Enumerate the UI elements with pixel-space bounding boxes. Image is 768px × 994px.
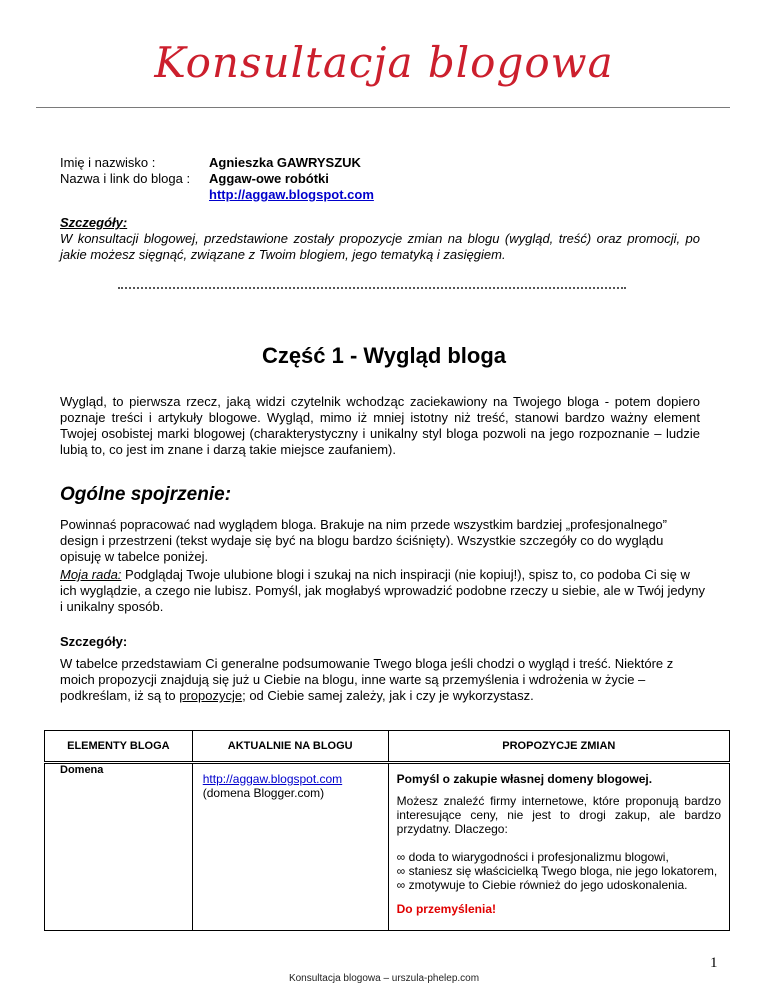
dotted-separator [118, 287, 626, 289]
details-subheading: Szczegóły: [60, 634, 128, 649]
client-info [60, 155, 374, 203]
details-heading: Szczegóły: [60, 215, 128, 230]
advice-text: Podglądaj Twoje ulubione blogi i szukaj na nich inspiracji (nie kopiuj!), spisz to, co podoba Ci się w ich wyglądzie, a czego nie lubisz. Pomyśl, jak mogłabyś wprowadzić podobne rzeczy u siebie, ale w Twój jedyny i unikalny sposób. [60, 567, 706, 614]
proposals-underlined: propozycje [179, 688, 243, 703]
page-number: 1 [710, 955, 718, 971]
current-domain-link[interactable]: http://aggaw.blogspot.com [202, 772, 343, 786]
header-proposals: PROPOZYCJE ZMIAN [388, 731, 729, 763]
table-header-row [45, 731, 730, 763]
header-current: AKTUALNIE NA BLOGU [192, 731, 388, 763]
document-title: Konsultacja blogowa [154, 38, 614, 87]
proposal-text: Możesz znaleźć firmy internetowe, które proponują bardzo interesujące ceny, nie jest to drogi zakup, ale bardzo przydatny. Dlaczego: [396, 794, 721, 836]
name-row [60, 155, 374, 171]
advice-label: Moja rada: [60, 567, 122, 582]
table-row [45, 763, 730, 931]
blog-label: Nazwa i link do bloga : [60, 171, 191, 186]
part-intro: Wygląd, to pierwsza rzecz, jaką widzi czytelnik wchodząc zaciekawiony na Twojego bloga - potem dopiero poznaje treści i artykuły blogowe. Wygląd, mimo iż mniej istotny niż treść, stanowi bardzo ważny element Twojej osobistej marki blogowej (charakterystyczny i unikalny styl bloga pozwoli na jego rozpoznanie – ludzie lubią to, co jest im znane i darzą takie miejsce zaufaniem). [60, 394, 700, 457]
infinity-bullet-icon: ∞ [396, 864, 406, 878]
details-text: W konsultacji blogowej, przedstawione zostały propozycje zmian na blogu (wygląd, treść) oraz promocji, po jakie możesz sięgnąć, związane z Twoim blogiem, jego tematyką i zasięgiem. [60, 231, 700, 262]
proposal-bullets [397, 850, 721, 892]
list-item: ∞ doda to wiarygodności i profesjonalizmu blogowi, [396, 850, 669, 864]
row-element-domain: Domena [45, 763, 193, 931]
name-label: Imię i nazwisko : [60, 155, 156, 170]
changes-table [44, 730, 730, 931]
blog-row [60, 171, 374, 187]
title-divider [36, 107, 730, 108]
general-heading: Ogólne spojrzenie: [60, 484, 232, 505]
name-value: Agnieszka GAWRYSZUK [209, 155, 361, 170]
advice-paragraph [60, 567, 708, 615]
part-title: Część 1 - Wygląd bloga [261, 343, 507, 368]
list-item: ∞ staniesz się właścicielką Twego bloga, nie jego lokatorem, [396, 864, 718, 878]
blog-name: Aggaw-owe robótki [209, 171, 329, 186]
current-domain-note: (domena Blogger.com) [202, 786, 325, 800]
proposal-note: Do przemyślenia! [396, 902, 497, 916]
blog-link[interactable]: http://aggaw.blogspot.com [209, 187, 374, 202]
page-footer: Konsultacja blogowa – urszula-phelep.com [288, 973, 480, 984]
general-paragraph: Powinnaś popracować nad wyglądem bloga. Brakuje na nim przede wszystkim bardziej „profesjonalnego” design i przestrzeni (tekst wydaje się być na blogu bardzo ściśnięty). Wszystkie szczegóły co do wyglądu opisuję w tabelce poniżej. [60, 517, 667, 564]
proposal-heading: Pomyśl o zakupie własnej domeny blogowej. [396, 772, 653, 786]
row-proposal [388, 763, 729, 931]
details-block [60, 215, 700, 263]
summary-paragraph: W tabelce przedstawiam Ci generalne podsumowanie Twego bloga jeśli chodzi o wygląd i treść. Niektóre z moich propozycji znajdują się już u Ciebie na blogu, inne warte są przemyślenia i wdrożenia w życie – podkreślam, iż są to propozycje; od Ciebie samej zależy, jak i czy je wykorzystasz. [60, 656, 674, 703]
blog-link-row [60, 187, 374, 203]
list-item: ∞ zmotywuje to Ciebie również do jego udoskonalenia. [396, 878, 688, 892]
header-elements: ELEMENTY BLOGA [45, 731, 193, 763]
row-current [192, 763, 388, 931]
infinity-bullet-icon: ∞ [396, 878, 406, 892]
infinity-bullet-icon: ∞ [396, 850, 406, 864]
